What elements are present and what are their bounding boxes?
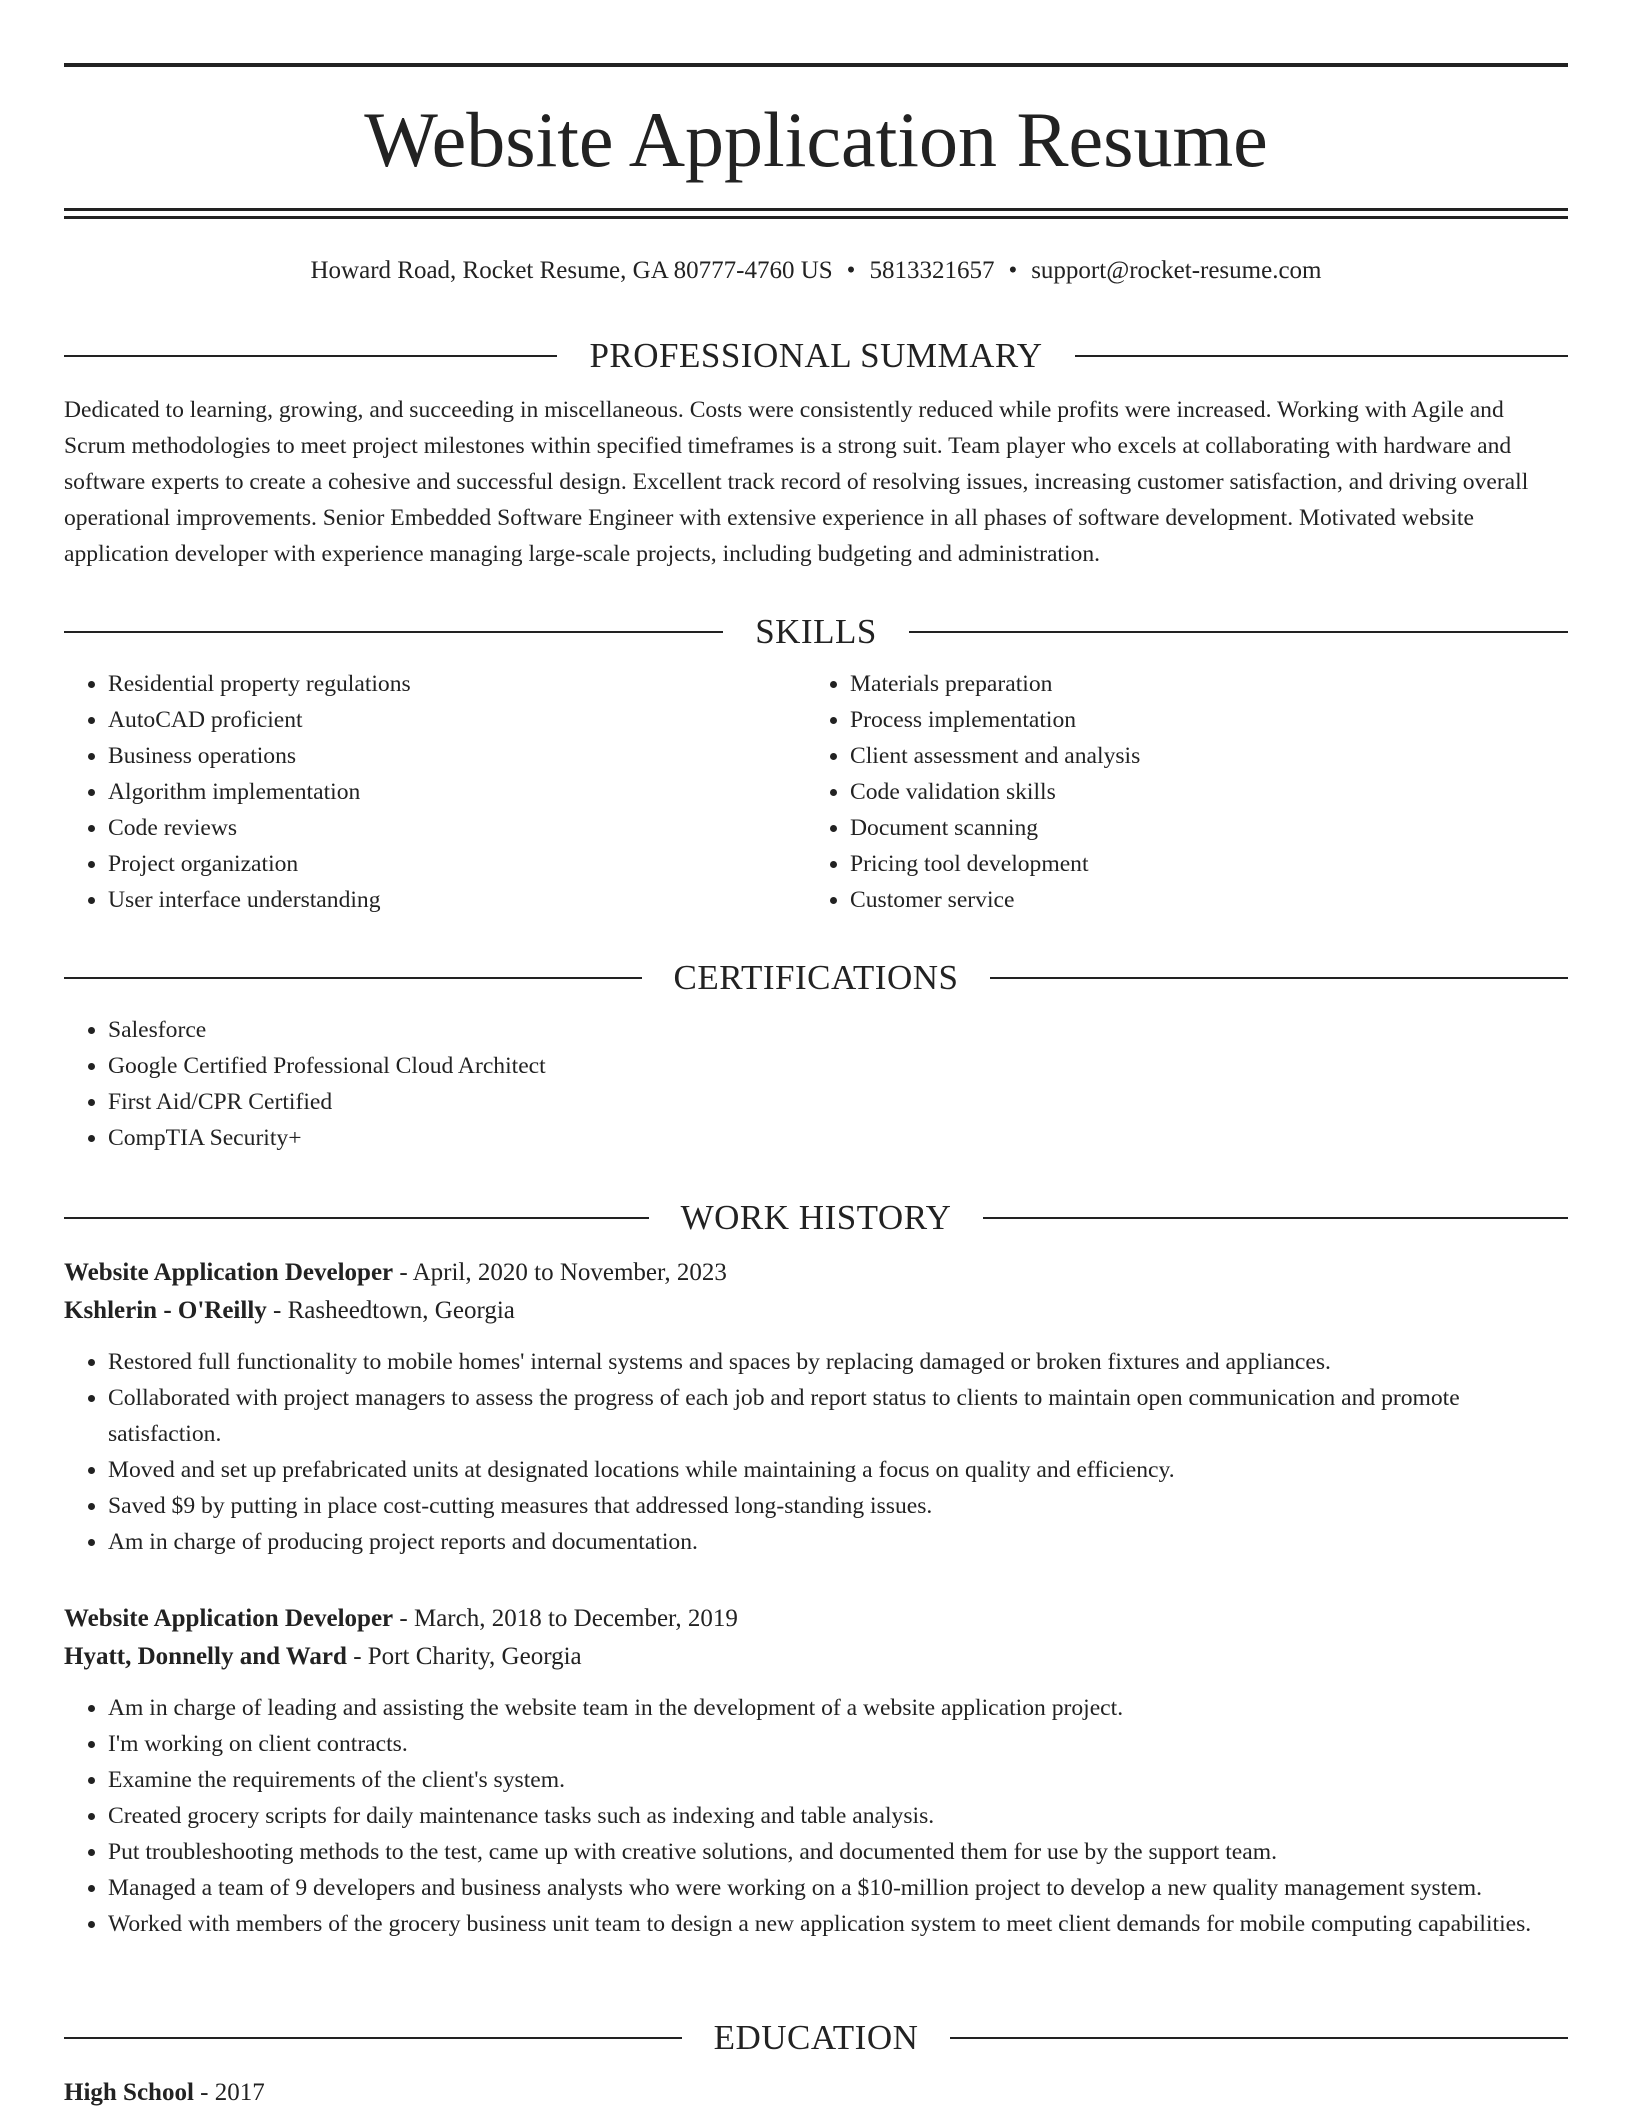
- contact-email: support@rocket-resume.com: [1031, 257, 1322, 284]
- certifications-heading: [64, 956, 1568, 1000]
- heading-rule: [990, 977, 1568, 979]
- work-history-section: [64, 1196, 1568, 1942]
- skills-list-left: [64, 666, 806, 918]
- education-heading: [64, 2016, 1568, 2060]
- job-bullet: • Restored full functionality to mobile homes' internal systems and spaces by replacing damaged or broken fixtures and appliances.: [108, 1344, 1568, 1380]
- job-bullet: • Put troubleshooting methods to the test, came up with creative solutions, and documented them for use by the support team.: [108, 1834, 1568, 1870]
- job-entry: [64, 1600, 1568, 1942]
- certifications-section: [64, 956, 1568, 1156]
- job-company-line: [64, 1638, 1568, 1676]
- section-title: WORK HISTORY: [680, 1198, 952, 1237]
- section-title: CERTIFICATIONS: [673, 958, 959, 997]
- certification-item: • Google Certified Professional Cloud Architect: [108, 1048, 1568, 1084]
- skills-heading: [64, 610, 1568, 654]
- education-degree: High School: [64, 2079, 194, 2106]
- job-location: - Port Charity, Georgia: [346, 1643, 582, 1670]
- summary-text: Dedicated to learning, growing, and succeeding in miscellaneous. Costs were consistently reduced while profits were increased. Working with Agile and Scrum methodologies to meet project milestones within specified timeframes is a strong suit. Team player who excels at collaborating with hardware and software experts to create a cohesive and successful design. Excellent track record of resolving issues, increasing customer satisfaction, and driving overall operational improvements. Senior Embedded Software Engineer with extensive experience in all phases of software development. Motivated website application developer with experience managing large-scale projects, including budgeting and administration.: [64, 397, 1529, 567]
- heading-rule: [983, 1217, 1568, 1219]
- certification-item: • Salesforce: [108, 1012, 1568, 1048]
- title-double-rule: [64, 208, 1568, 219]
- skills-list-right: [806, 666, 1568, 918]
- education-line: [64, 2074, 1568, 2112]
- skill-item: • Code validation skills: [850, 774, 1568, 810]
- skill-item: • User interface understanding: [108, 882, 806, 918]
- heading-rule: [909, 631, 1568, 633]
- contact-address: Howard Road, Rocket Resume, GA 80777-4760 US: [310, 257, 833, 284]
- section-title: EDUCATION: [713, 2018, 919, 2057]
- job-entry: [64, 1254, 1568, 1560]
- job-dates: - March, 2018 to December, 2019: [393, 1605, 738, 1632]
- heading-rule: [950, 2037, 1568, 2039]
- job-location: - Rasheedtown, Georgia: [266, 1297, 515, 1324]
- certifications-list: [64, 1012, 1568, 1156]
- skill-item: • AutoCAD proficient: [108, 702, 806, 738]
- skill-item: • Code reviews: [108, 810, 806, 846]
- job-role: Website Application Developer: [64, 1259, 394, 1286]
- job-bullet: • Collaborated with project managers to assess the progress of each job and report status to clients to maintain open communication and promote satisfaction.: [108, 1380, 1568, 1452]
- summary-heading: [64, 334, 1568, 378]
- heading-rule: [64, 2037, 682, 2039]
- skill-item: • Process implementation: [850, 702, 1568, 738]
- skill-item: • Project organization: [108, 846, 806, 882]
- job-bullets: [64, 1344, 1568, 1560]
- skill-item: • Pricing tool development: [850, 846, 1568, 882]
- job-bullet: • Am in charge of leading and assisting the website team in the development of a website application project.: [108, 1690, 1568, 1726]
- summary-section: [64, 334, 1568, 572]
- resume-title: Website Application Resume: [364, 96, 1268, 183]
- heading-rule: [64, 355, 557, 357]
- skill-item: • Client assessment and analysis: [850, 738, 1568, 774]
- section-title: PROFESSIONAL SUMMARY: [589, 336, 1043, 375]
- job-bullet: • Moved and set up prefabricated units at designated locations while maintaining a focus on quality and efficiency.: [108, 1452, 1568, 1488]
- job-dates: - April, 2020 to November, 2023: [393, 1259, 727, 1286]
- job-bullet: • Am in charge of producing project reports and documentation.: [108, 1524, 1568, 1560]
- heading-rule: [64, 631, 723, 633]
- skill-item: • Business operations: [108, 738, 806, 774]
- job-title-line: [64, 1600, 1568, 1638]
- contact-separator: •: [1008, 257, 1018, 284]
- skill-item: • Residential property regulations: [108, 666, 806, 702]
- job-role: Website Application Developer: [64, 1605, 394, 1632]
- education-section: [64, 2016, 1568, 2112]
- job-bullet: • Examine the requirements of the client's system.: [108, 1762, 1568, 1798]
- job-company-line: [64, 1292, 1568, 1330]
- contact-line: [64, 254, 1568, 288]
- contact-phone: 5813321657: [869, 257, 995, 284]
- section-title: SKILLS: [755, 612, 877, 651]
- contact-separator: •: [846, 257, 856, 284]
- skills-columns: [64, 666, 1568, 918]
- skill-item: • Algorithm implementation: [108, 774, 806, 810]
- skill-item: • Customer service: [850, 882, 1568, 918]
- certification-item: • First Aid/CPR Certified: [108, 1084, 1568, 1120]
- job-company: Kshlerin - O'Reilly: [64, 1297, 267, 1324]
- job-title-line: [64, 1254, 1568, 1292]
- heading-rule: [1075, 355, 1568, 357]
- job-bullets: [64, 1690, 1568, 1942]
- heading-rule: [64, 977, 642, 979]
- heading-rule: [64, 1217, 649, 1219]
- job-company: Hyatt, Donnelly and Ward: [64, 1643, 347, 1670]
- work-history-heading: [64, 1196, 1568, 1240]
- skill-item: • Document scanning: [850, 810, 1568, 846]
- job-bullet: • Saved $9 by putting in place cost-cutting measures that addressed long-standing issues.: [108, 1488, 1568, 1524]
- top-rule: [64, 63, 1568, 67]
- skills-section: [64, 610, 1568, 918]
- education-year: - 2017: [193, 2079, 265, 2106]
- job-bullet: • Managed a team of 9 developers and business analysts who were working on a $10-million project to develop a new quality management system.: [108, 1870, 1568, 1906]
- skill-item: • Materials preparation: [850, 666, 1568, 702]
- job-bullet: • Created grocery scripts for daily maintenance tasks such as indexing and table analysis.: [108, 1798, 1568, 1834]
- job-bullet: • Worked with members of the grocery business unit team to design a new application system to meet client demands for mobile computing capabilities.: [108, 1906, 1568, 1942]
- job-bullet: • I'm working on client contracts.: [108, 1726, 1568, 1762]
- certification-item: • CompTIA Security+: [108, 1120, 1568, 1156]
